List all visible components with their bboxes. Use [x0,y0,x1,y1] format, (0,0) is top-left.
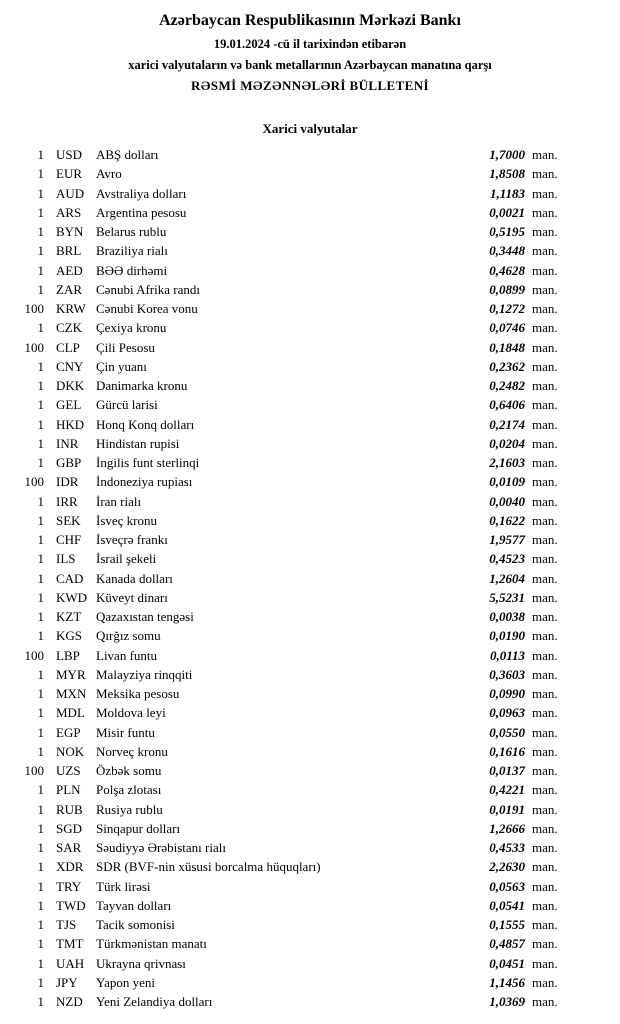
rate-value: 0,0563 [489,878,525,894]
rate-value: 0,1616 [489,743,525,759]
currency-name: Honq Konq dolları [96,416,195,432]
quantity: 1 [37,859,44,875]
rate-value: 0,4533 [489,840,525,855]
currency-code: SGD [56,820,83,836]
quantity: 1 [37,820,44,836]
unit-label: man. [532,628,558,644]
rate-value: 0,0990 [489,686,525,701]
unit-label: man. [532,166,558,182]
rate-row [0,838,620,857]
rate-value: 1,8508 [489,166,525,182]
rate-row [0,992,620,1011]
currency-name: Avro [96,166,122,182]
rate-value: 0,0550 [489,724,525,740]
quantity: 1 [37,897,44,913]
currency-name: Çexiya kronu [96,320,167,336]
unit-label: man. [532,917,558,932]
currency-name: Tayvan dolları [96,897,172,913]
currency-code: TRY [56,878,82,894]
rate-row [0,472,620,491]
rate-row [0,857,620,876]
currency-name: Tacik somonisi [96,917,175,932]
unit-label: man. [532,820,558,836]
quantity: 1 [37,166,44,182]
quantity: 1 [37,358,44,374]
quantity: 1 [37,628,44,644]
currency-code: SEK [56,512,81,528]
rate-row [0,800,620,819]
quantity: 1 [37,262,44,278]
rate-value: 0,3448 [489,243,525,259]
currency-code: IDR [56,474,79,490]
unit-label: man. [532,840,558,855]
unit-label: man. [532,301,558,316]
unit-label: man. [532,262,558,278]
unit-label: man. [532,416,558,432]
rate-value: 0,0204 [489,435,525,451]
currency-code: KWD [56,589,88,605]
rate-row [0,184,620,203]
currency-code: USD [56,147,83,162]
currency-name: Yapon yeni [96,974,155,990]
quantity: 1 [37,378,44,393]
currency-code: MXN [56,686,87,701]
bulletin-title: RƏSMİ MƏZƏNNƏLƏRİ BÜLLETENİ [191,78,429,93]
rate-row [0,299,620,318]
quantity: 1 [37,455,44,470]
currency-name: İndoneziya rupiası [96,474,193,490]
currency-code: CNY [56,358,84,374]
quantity: 1 [37,609,44,624]
currency-code: TJS [56,917,77,932]
unit-label: man. [532,147,558,162]
exchange-rates-table [0,145,620,1011]
currency-name: İran rialı [96,493,142,509]
currency-name: İsveçrə frankı [96,532,168,547]
rate-row [0,318,620,337]
rate-value: 0,1848 [489,339,525,355]
quantity: 1 [37,878,44,894]
unit-label: man. [532,185,558,201]
unit-label: man. [532,897,558,913]
rate-value: 1,2666 [489,820,525,836]
unit-label: man. [532,512,558,528]
unit-label: man. [532,782,558,798]
rate-value: 1,0369 [489,994,525,1009]
currency-name: İsrail şekeli [96,551,157,567]
currency-code: LBP [56,647,80,663]
quantity: 100 [24,339,44,355]
currency-code: HKD [56,416,85,432]
unit-label: man. [532,493,558,509]
unit-label: man. [532,609,558,624]
currency-name: Qazaxıstan tengəsi [96,609,194,624]
rate-row [0,780,620,799]
currency-name: Türk lirəsi [96,878,151,894]
unit-label: man. [532,724,558,740]
currency-code: KGS [56,628,83,644]
currency-name: Braziliya rialı [96,243,168,259]
currency-code: ILS [56,551,76,567]
currency-name: Çili Pesosu [96,339,155,355]
currency-name: Özbək somu [96,763,162,778]
currency-code: AED [56,262,83,278]
rate-value: 0,5195 [489,224,525,239]
quantity: 1 [37,416,44,432]
rate-value: 0,0190 [489,628,525,644]
rate-row [0,819,620,838]
currency-code: CZK [56,320,82,336]
rate-value: 0,0137 [489,763,525,778]
rate-row [0,607,620,626]
currency-code: GBP [56,455,82,470]
rate-row [0,164,620,183]
quantity: 1 [37,801,44,817]
currency-name: Cənubi Korea vonu [96,301,198,316]
unit-label: man. [532,705,558,721]
currency-name: Norveç kronu [96,743,168,759]
currency-name: Misir funtu [96,724,155,740]
rate-row [0,415,620,434]
rate-row [0,973,620,992]
currency-code: INR [56,435,79,451]
currency-code: MYR [56,666,86,682]
unit-label: man. [532,339,558,355]
rate-value: 0,4857 [489,936,525,952]
currency-name: Qırğız somu [96,628,161,644]
currency-code: TWD [56,897,86,913]
unit-label: man. [532,532,558,547]
rate-value: 0,4523 [489,551,525,567]
quantity: 100 [24,763,44,778]
unit-label: man. [532,378,558,393]
currency-name: BƏƏ dirhəmi [96,262,168,278]
unit-label: man. [532,801,558,817]
unit-label: man. [532,743,558,759]
quantity: 1 [37,917,44,932]
rate-value: 0,0191 [489,801,525,817]
rate-value: 1,2604 [489,570,525,586]
rate-value: 5,5231 [489,589,525,605]
rate-value: 0,0541 [489,897,525,913]
quantity: 1 [37,532,44,547]
unit-label: man. [532,974,558,990]
quantity: 1 [37,320,44,336]
rate-row [0,338,620,357]
currency-name: Avstraliya dolları [96,185,187,201]
quantity: 1 [37,570,44,586]
rate-value: 0,6406 [489,397,525,413]
currency-code: SAR [56,840,82,855]
currency-code: UAH [56,955,85,971]
rate-row [0,261,620,280]
unit-label: man. [532,878,558,894]
rate-row [0,665,620,684]
quantity: 1 [37,551,44,567]
rate-row [0,761,620,780]
currency-name: Ukrayna qrivnası [96,955,186,971]
currency-code: ZAR [56,281,82,297]
currency-name: Moldova leyi [96,705,166,721]
unit-label: man. [532,551,558,567]
rate-row [0,877,620,896]
currency-code: ARS [56,204,82,220]
currency-code: IRR [56,493,78,509]
rate-row [0,684,620,703]
unit-label: man. [532,204,558,220]
unit-label: man. [532,955,558,971]
currency-name: Rusiya rublu [96,801,163,817]
rate-value: 1,9577 [489,532,525,547]
rate-value: 0,0040 [489,493,525,509]
bank-name: Azərbaycan Respublikasının Mərkəzi Bankı [159,12,461,29]
unit-label: man. [532,474,558,490]
bulletin-subtitle: xarici valyutaların və bank metallarının Azərbaycan manatına qarşı [128,58,492,72]
rate-row [0,530,620,549]
currency-name: Yeni Zelandiya dolları [96,994,213,1009]
rate-value: 1,1456 [489,974,525,990]
quantity: 100 [24,647,44,663]
rate-value: 0,2362 [489,358,525,374]
rate-row [0,646,620,665]
quantity: 1 [37,204,44,220]
currency-code: JPY [56,974,78,990]
rate-value: 1,7000 [489,147,525,162]
rate-row [0,896,620,915]
rate-value: 0,3603 [489,666,525,682]
unit-label: man. [532,647,558,663]
currency-name: Cənubi Afrika randı [96,281,200,297]
rate-row [0,511,620,530]
currency-code: KZT [56,609,82,624]
quantity: 1 [37,512,44,528]
quantity: 1 [37,589,44,605]
quantity: 1 [37,224,44,239]
currency-name: ABŞ dolları [96,147,159,162]
currency-code: BRL [56,243,82,259]
unit-label: man. [532,243,558,259]
quantity: 1 [37,666,44,682]
rate-row [0,723,620,742]
rate-value: 0,0113 [489,647,525,663]
unit-label: man. [532,455,558,470]
rate-value: 0,0963 [489,705,525,721]
rate-row [0,549,620,568]
rate-row [0,703,620,722]
currency-code: MDL [56,705,85,721]
rate-value: 0,1622 [489,512,525,528]
rate-value: 0,0899 [489,281,525,297]
currency-name: Danimarka kronu [96,378,188,393]
rate-row [0,203,620,222]
quantity: 1 [37,435,44,451]
rate-row [0,453,620,472]
unit-label: man. [532,666,558,682]
quantity: 1 [37,185,44,201]
currency-code: CLP [56,339,80,355]
rate-row [0,569,620,588]
rate-row [0,145,620,164]
quantity: 1 [37,782,44,798]
rate-row [0,222,620,241]
quantity: 1 [37,840,44,855]
rate-row [0,934,620,953]
unit-label: man. [532,994,558,1009]
currency-code: EGP [56,724,81,740]
unit-label: man. [532,686,558,701]
currency-code: PLN [56,782,81,798]
document-header [0,0,620,96]
rate-row [0,376,620,395]
rate-row [0,241,620,260]
rate-row [0,915,620,934]
rate-row [0,742,620,761]
unit-label: man. [532,763,558,778]
quantity: 1 [37,724,44,740]
effective-date-line: 19.01.2024 -cü il tarixindən etibarən [213,37,407,51]
quantity: 1 [37,243,44,259]
quantity: 100 [24,474,44,490]
currency-code: CHF [56,532,82,547]
quantity: 1 [37,493,44,509]
currency-code: BYN [56,224,84,239]
currency-name: Səudiyyə Ərəbistanı rialı [96,840,226,855]
rate-value: 0,0451 [489,955,525,971]
currency-code: EUR [56,166,82,182]
unit-label: man. [532,435,558,451]
currency-code: UZS [56,763,81,778]
currency-name: Belarus rublu [96,224,167,239]
rate-value: 0,2482 [489,378,525,393]
unit-label: man. [532,224,558,239]
unit-label: man. [532,397,558,413]
currency-code: AUD [56,185,85,201]
quantity: 1 [37,743,44,759]
currency-name: İsveç kronu [96,512,158,528]
currency-name: Malayziya rinqqiti [96,666,193,682]
currency-name: SDR (BVF-nin xüsusi borcalma hüquqları) [96,859,321,875]
currency-code: CAD [56,570,84,586]
currency-code: XDR [56,859,84,875]
currency-code: NOK [56,743,85,759]
quantity: 1 [37,397,44,413]
currency-name: Küveyt dinarı [96,589,168,605]
quantity: 1 [37,955,44,971]
currency-code: KRW [56,301,86,316]
currency-code: TMT [56,936,84,952]
quantity: 1 [37,686,44,701]
quantity: 1 [37,705,44,721]
unit-label: man. [532,936,558,952]
rate-value: 0,4221 [489,782,525,798]
rate-value: 1,1183 [489,185,525,201]
rate-row [0,434,620,453]
currency-name: Hindistan rupisi [96,435,180,451]
rate-row [0,588,620,607]
currency-code: GEL [56,397,82,413]
currency-name: Livan funtu [96,647,158,663]
unit-label: man. [532,281,558,297]
currency-name: Meksika pesosu [96,686,180,701]
currency-name: Argentina pesosu [96,204,187,220]
rate-row [0,357,620,376]
unit-label: man. [532,570,558,586]
quantity: 100 [24,301,44,316]
rate-value: 0,0746 [489,320,525,336]
quantity: 1 [37,994,44,1009]
currency-code: NZD [56,994,83,1009]
quantity: 1 [37,974,44,990]
rate-value: 0,0021 [489,204,525,220]
rate-value: 0,2174 [489,416,525,432]
rate-value: 2,1603 [489,455,525,470]
rate-row [0,626,620,645]
rate-value: 2,2630 [489,859,525,875]
quantity: 1 [37,281,44,297]
rate-row [0,954,620,973]
rate-row [0,492,620,511]
quantity: 1 [37,936,44,952]
rate-row [0,395,620,414]
currency-name: Gürcü larisi [96,397,158,413]
unit-label: man. [532,358,558,374]
rate-row [0,280,620,299]
currency-name: Polşa zlotası [96,782,162,798]
quantity: 1 [37,147,44,162]
currency-code: RUB [56,801,83,817]
rate-value: 0,0109 [489,474,525,490]
rate-value: 0,4628 [489,262,525,278]
unit-label: man. [532,859,558,875]
unit-label: man. [532,320,558,336]
rate-value: 0,0038 [489,609,525,624]
rate-value: 0,1555 [489,917,525,932]
currency-name: Çin yuanı [96,358,147,374]
currency-name: Sinqapur dolları [96,820,181,836]
currency-name: İngilis funt sterlinqi [96,455,200,470]
rate-value: 0,1272 [489,301,525,316]
unit-label: man. [532,589,558,605]
section-title-foreign-currencies: Xarici valyutalar [262,121,358,136]
currency-code: DKK [56,378,85,393]
currency-name: Kanada dolları [96,570,173,586]
currency-name: Türkmənistan manatı [96,936,207,952]
